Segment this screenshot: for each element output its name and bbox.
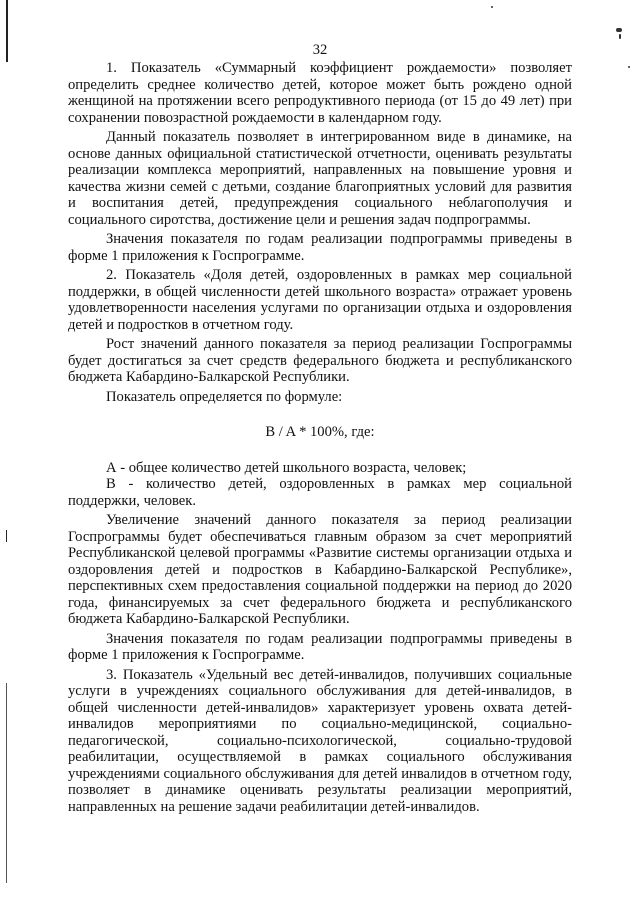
paragraph-formula-intro: Показатель определяется по формуле: bbox=[106, 388, 343, 405]
paragraph-indicator-1: 1. Показатель «Суммарный коэффициент рождаемости» позволяет определить среднее количество детей, которое может быть рождено одной женщиной на протяжении всего репродуктивного периода (от 15 до 49 лет) при сохранении повозрастной рождаемости в календарном году. bbox=[68, 60, 572, 126]
paragraph-indicator-1-description: Данный показатель позволяет в интегрированном виде в динамике, на основе данных официальной статистической отчетности, оценивать результаты реализации комплекса мероприятий, направленных на повышение уровня и качества жизни семей с детьми, создание благоприятных условий для развития и воспитания детей, предупреждения социального неблагополучия и социального сиротства, достижение цели и решения задач подпрограммы. bbox=[68, 129, 572, 228]
scan-speck bbox=[628, 66, 630, 68]
scan-speck bbox=[491, 6, 493, 8]
document-body bbox=[68, 60, 572, 815]
definition-b: В - количество детей, оздоровленных в рамках мер социальной поддержки, человек. bbox=[68, 476, 572, 509]
definition-a: А - общее количество детей школьного возраста, человек; bbox=[106, 459, 467, 476]
scan-speck bbox=[619, 34, 621, 39]
scan-edge-mark bbox=[6, 530, 7, 542]
paragraph-indicator-2: 2. Показатель «Доля детей, оздоровленных в рамках мер социальной поддержки, в общей численности детей школьного возраста» отражает уровень удовлетворенности населения услугами по организации отдыха и оздоровления детей и подростков в отчетном году. bbox=[68, 267, 572, 333]
paragraph-indicator-1-values: Значения показателя по годам реализации подпрограммы приведены в форме 1 приложения к Госпрограмме. bbox=[68, 231, 572, 264]
paragraph-indicator-2-values: Значения показателя по годам реализации подпрограммы приведены в форме 1 приложения к Госпрограмме. bbox=[68, 630, 572, 663]
scan-speck bbox=[616, 28, 622, 32]
scan-edge-mark bbox=[6, 683, 7, 883]
paragraph-indicator-2-growth: Рост значений данного показателя за период реализации Госпрограммы будет достигаться за счет средств федерального бюджета и республиканского бюджета Кабардино-Балкарской Республики. bbox=[68, 336, 572, 385]
paragraph-indicator-3: 3. Показатель «Удельный вес детей-инвалидов, получивших социальные услуги в учреждениях социального обслуживания для детей-инвалидов, в общей численности детей-инвалидов» характеризует уровень охвата детей-инвалидов мероприятиями по социально-медицинской, социально-педагогической, социально-психологической, социально-трудовой реабилитации, осуществляемой в рамках социального обслуживания учреждениями социального обслуживания для детей инвалидов в отчетном году, позволяет в динамике оценивать результаты реализации мероприятий, направленных на решение задачи реабилитации детей-инвалидов. bbox=[68, 666, 572, 815]
page-number: 32 bbox=[312, 42, 328, 58]
paragraph-indicator-2-increase: Увеличение значений данного показателя за период реализации Госпрограммы будет обеспечиваться главным образом за счет мероприятий Республиканской целевой программы «Развитие системы организации отдыха и оздоровления детей и подростков в Кабардино-Балкарской Республике», перспективных схем предоставления социальной поддержки на период до 2020 года, финансируемых за счет федерального бюджета и республиканского бюджета Кабардино-Балкарской Республики. bbox=[68, 512, 572, 627]
formula: B / A * 100%, где: bbox=[265, 424, 375, 440]
